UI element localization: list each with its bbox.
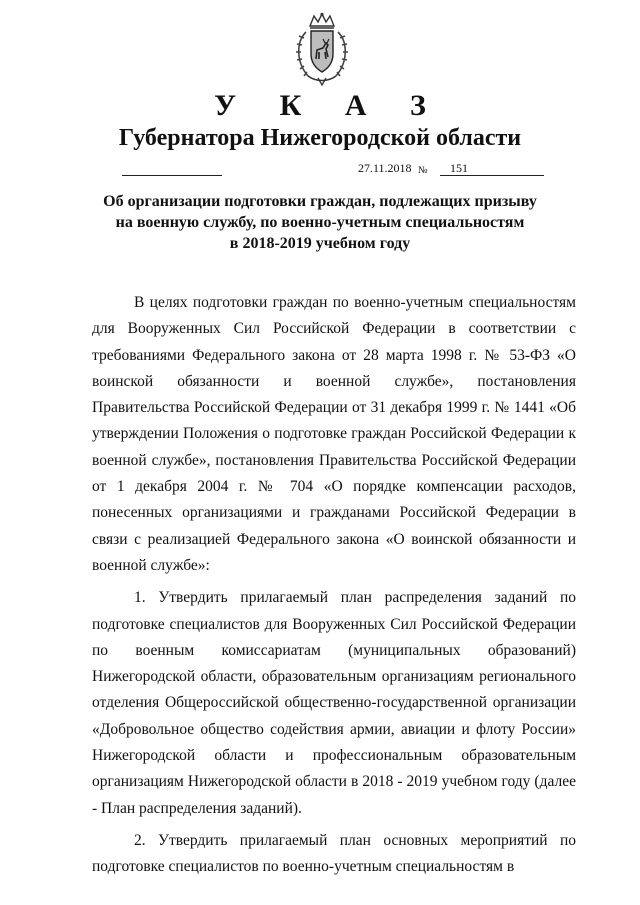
coat-of-arms-icon <box>292 12 352 86</box>
number-label: № <box>418 165 428 176</box>
blank-signature-line <box>122 175 222 176</box>
body-paragraph-item-2: 2. Утвердить прилагаемый план основных мероприятий по подготовке специалистов по военно-учетным специальностям в <box>92 831 576 876</box>
title-line: Об организации подготовки граждан, подлежащих призыву <box>103 193 537 210</box>
issuer-heading: Губернатора Нижегородской области <box>118 125 522 151</box>
document-number: 151 <box>450 161 468 175</box>
title-line: в 2018-2019 учебном году <box>229 235 411 252</box>
body-paragraph-preamble: В целях подготовки граждан по военно-учетным специальностям для Вооруженных Сил Российской Федерации в соответствии с требованиями Федерального закона от 28 марта 1998 г. № 53-ФЗ «О воинской обязанности и военной службе», постановления Правительства Российской Федерации от 31 декабря 1999 г. № 1441 «Об утверждении Положения о подготовке граждан Российской Федерации к военной службе», постановления Правительства Российской Федерации от 1 декабря 2004 г. № 704 «О порядке компенсации расходов, понесенных организациями и гражданами Российской Федерации в связи с реализацией Федерального закона «О воинской обязанности и военной службе»: <box>92 294 576 574</box>
document-type-heading: У К А З <box>214 89 444 122</box>
document-date: 27.11.2018 <box>358 161 412 175</box>
document-body <box>92 290 576 887</box>
document-title <box>100 191 540 254</box>
body-paragraph-item-1: 1. Утвердить прилагаемый план распределения заданий по подготовке специалистов для Вооруженных Сил Российской Федерации по военным комиссариатам (муниципальных образований) Нижегородской области, образовательным организациям регионального отделения Общероссийской общественно-государственной организации «Добровольное общество содействия армии, авиации и флоту России» Нижегородской области и профессиональным образовательным организациям Нижегородской области в 2018 - 2019 учебном году (далее - План распределения заданий). <box>92 589 576 817</box>
title-line: на военную службу, по военно-учетным специальностям <box>115 214 525 231</box>
number-underline <box>440 175 544 176</box>
